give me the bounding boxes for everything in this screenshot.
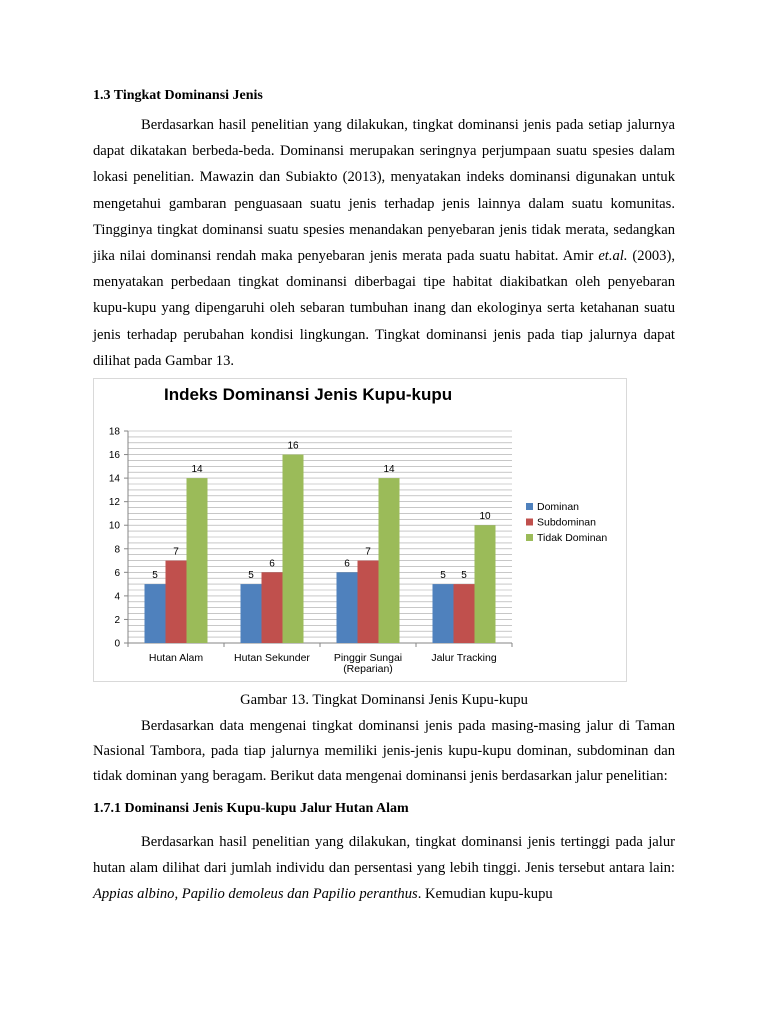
data-label: 7 <box>173 546 179 558</box>
data-label: 16 <box>287 440 299 452</box>
bar-subdominan <box>454 584 475 643</box>
paragraph-text: . Kemudian kupu-kupu <box>417 886 553 903</box>
y-tick-label: 10 <box>108 520 120 532</box>
y-tick-label: 18 <box>108 426 120 438</box>
paragraph-text: (2003), menyatakan perbedaan tingkat dominansi diberbagai tipe habitat diakibatkan oleh penyebaran kupu-kupu yang dipengaruhi oleh sebaran tumbuhan inang dan ekologinya serta ketahanan suatu jenis terhadap perubahan kondisi lingkungan. Tingkat dominansi jenis pada tiap jalurnya dapat dilihat pada Gambar 13. <box>93 248 675 369</box>
legend-swatch <box>526 534 533 541</box>
bar-subdominan <box>262 572 283 643</box>
paragraph-dominance-intro <box>93 112 675 374</box>
x-category-sublabel: (Reparian) <box>343 663 393 676</box>
paragraph-italic-species: Appias albino, Papilio demoleus dan Papilio peranthus <box>93 886 418 903</box>
paragraph-dominance-data: Berdasarkan data mengenai tingkat dominansi jenis pada masing-masing jalur di Taman Nasional Tambora, pada tiap jalurnya memiliki jenis-jenis kupu-kupu dominan, subdominan dan tidak dominan yang beragam. Berikut data mengenai dominansi jenis berdasarkan jalur penelitian: <box>93 718 675 785</box>
bar-tidak-dominan <box>283 455 304 643</box>
dominance-chart <box>93 378 627 682</box>
y-tick-label: 6 <box>114 567 120 579</box>
data-label: 14 <box>191 464 203 476</box>
x-category-label: Pinggir Sungai <box>333 652 403 665</box>
bar-dominan <box>433 584 454 643</box>
document-page <box>93 82 675 908</box>
data-label: 7 <box>365 546 371 558</box>
legend-swatch <box>526 503 533 510</box>
x-category-label: Jalur Tracking <box>431 652 497 665</box>
bar-subdominan <box>358 561 379 643</box>
y-tick-label: 14 <box>108 473 120 485</box>
bar-tidak-dominan <box>379 478 400 643</box>
figure-caption: Gambar 13. Tingkat Dominansi Jenis Kupu-kupu <box>240 692 528 709</box>
legend-label: Dominan <box>537 501 580 514</box>
data-label: 6 <box>269 558 275 570</box>
data-label: 6 <box>344 558 350 570</box>
data-label: 5 <box>440 570 446 582</box>
data-label: 14 <box>383 464 395 476</box>
bar-subdominan <box>166 561 187 643</box>
bar-dominan <box>337 572 358 643</box>
bar-dominan <box>145 584 166 643</box>
y-tick-label: 0 <box>114 638 120 650</box>
x-category-label: Hutan Alam <box>148 652 204 665</box>
data-label: 10 <box>479 511 491 523</box>
paragraph-text: Berdasarkan hasil penelitian yang dilakukan, tingkat dominansi jenis pada setiap jalurnya dapat dikatakan berbeda-beda. Dominansi merupakan seringnya perjumpaan suatu spesies dalam lokasi penelitian. Mawazin dan Subiakto (2013), menyatakan indeks dominansi digunakan untuk mengetahui gambaran penguasaan suatu jenis terhadap jenis lainnya dalam suatu komunitas. Tingginya tingkat dominansi suatu spesies menandakan penyebaran jenis tidak merata, sedangkan jika nilai dominansi rendah maka penyebaran jenis merata pada suatu habitat. Amir <box>93 117 675 265</box>
data-label: 5 <box>152 570 158 582</box>
y-tick-label: 16 <box>108 450 120 462</box>
section-heading-1-3: 1.3 Tingkat Dominansi Jenis <box>93 88 263 103</box>
legend-label: Tidak Dominan <box>537 532 608 545</box>
legend-swatch <box>526 519 533 526</box>
x-category-label: Hutan Sekunder <box>234 652 310 665</box>
bar-tidak-dominan <box>475 525 496 643</box>
data-label: 5 <box>461 570 467 582</box>
legend-label: Subdominan <box>537 516 596 529</box>
y-tick-label: 2 <box>114 614 120 626</box>
paragraph-italic-etal: et.al. <box>598 248 628 265</box>
paragraph-text: Berdasarkan hasil penelitian yang dilakukan, tingkat dominansi jenis tertinggi pada jalur hutan alam dilihat dari jumlah individu dan persentasi yang lebih tinggi. Jenis tersebut antara lain: <box>93 834 675 877</box>
data-label: 5 <box>248 570 254 582</box>
y-tick-label: 8 <box>114 544 120 556</box>
section-heading-1-7-1: 1.7.1 Dominansi Jenis Kupu-kupu Jalur Hutan Alam <box>93 801 409 817</box>
bar-dominan <box>241 584 262 643</box>
y-tick-label: 12 <box>108 497 120 509</box>
y-tick-label: 4 <box>114 591 120 603</box>
chart-canvas <box>94 379 626 681</box>
chart-title: Indeks Dominansi Jenis Kupu-kupu <box>164 385 453 405</box>
paragraph-hutan-alam <box>93 829 675 908</box>
bar-tidak-dominan <box>187 478 208 643</box>
